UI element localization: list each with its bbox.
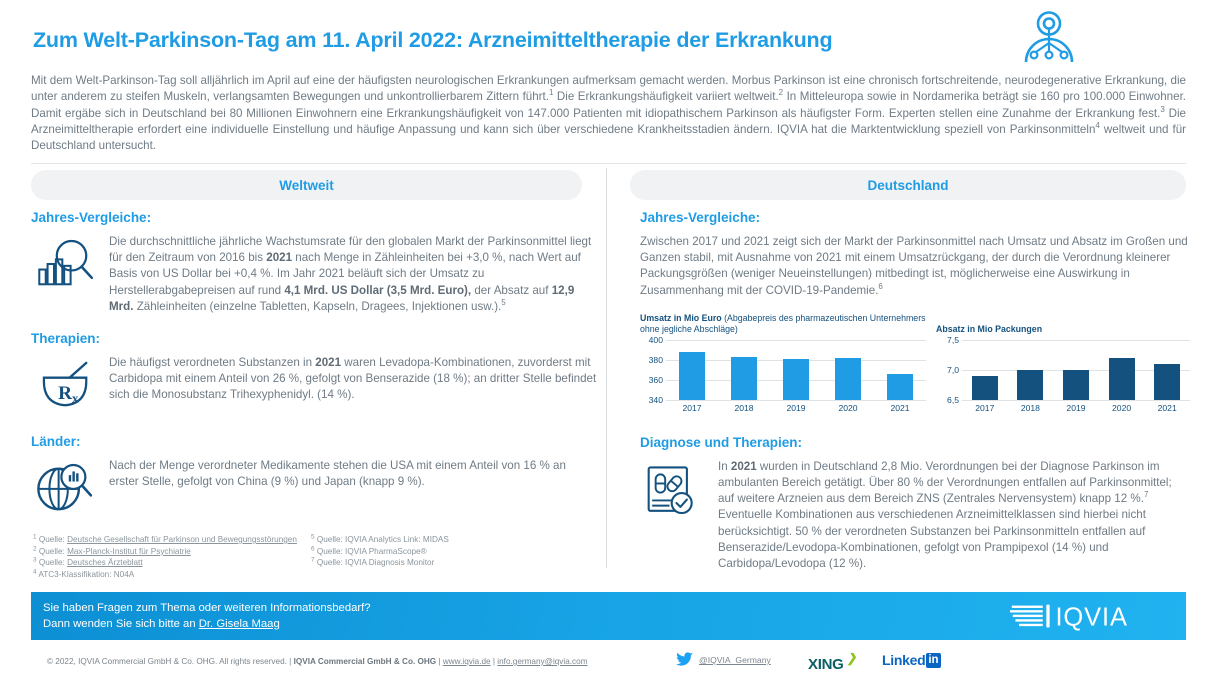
source-prefix: Quelle: IQVIA PharmaScope®	[316, 546, 427, 556]
chart-title-rest: (Abgabepreis des pharmazeutischen Unternehmers ohne jegliche Abschläge)	[640, 312, 926, 335]
bar-2021	[887, 374, 913, 400]
intro-paragraph: Mit dem Welt-Parkinson-Tag soll alljährlich im April auf eine der häufigsten neurologischen Erkrankungen aufmerksam gemacht werden. Morbus Parkinson ist eine chronisch fortschreitende, neurodegenerative Erkrankung, die unter anderem zu steifen Muskeln, verlangsamten Bewegungen und unkontrollierbarem Zittern führt.$^1$ Die Erkrankungshäufigkeit variiert weltweit.$^2$ In Mitteleuropa sowie in Nordamerika beträgt sie 160 pro 100.000 Einwohner. Damit ergäbe sich in Deutschland bei 80 Millionen Einwohnern eine Erkrankungshäufigkeit von 147.000 Patienten mit idiopathischem Parkinson als häufigster Form. Experten stellen eine Zunahme der Erkrankung fest.$^3$ Die Arzneimitteltherapie erfordert eine individuelle Einstellung und häufige Anpassung und kann sich über verschiedene Krankheitsstadien ändern. IQVIA hat die Marktentwicklung speziell von Parkinsonmitteln$^4$ weltweit und für Deutschland untersucht.	[31, 74, 1187, 153]
x-tick: 2018	[734, 402, 754, 413]
y-tick: 360	[648, 374, 663, 385]
section-heading: Therapien:	[31, 331, 101, 347]
footnote-number: 6	[311, 544, 315, 552]
linkedin-icon[interactable]: in	[928, 653, 939, 666]
section-text-body: Die häufigst verordneten Substanzen in 2021 waren Levadopa-Kombinationen, zuvorderst mit Carbidopa mit einem Anteil von 26 %, gefolgt von Benserazide (18 %); an dritter Stelle befindet sich die Monosubstanz Trihexyphenidyl. (14 %).	[109, 356, 597, 402]
sources-col-left	[33, 534, 311, 580]
y-tick: 6,5	[947, 394, 959, 405]
bar-2017	[679, 352, 705, 400]
prescription-pills-check-icon	[640, 459, 718, 524]
y-tick: 400	[648, 334, 663, 345]
bars-absatz	[962, 340, 1190, 400]
block-diagnose-therapien	[640, 435, 1190, 572]
section-pill-weltweit	[31, 170, 582, 200]
gridline	[962, 400, 1190, 401]
twitter-icon	[676, 652, 694, 668]
chart-plot-absatz	[936, 334, 1190, 418]
bar-2020	[1109, 358, 1135, 400]
section-text	[718, 459, 1190, 572]
x-tick: 2017	[975, 402, 995, 413]
globe-magnifier-icon	[31, 458, 109, 521]
footnote-number: 1	[33, 533, 37, 541]
linkedin-link[interactable]	[882, 652, 941, 668]
separator: |	[436, 657, 443, 666]
x-axis-umsatz	[666, 403, 926, 413]
y-tick: 340	[648, 394, 663, 405]
xing-link[interactable]	[808, 652, 861, 676]
y-tick: 380	[648, 354, 663, 365]
section-text	[109, 355, 597, 404]
bar-chart-magnifier-icon	[31, 234, 109, 297]
section-heading: Diagnose und Therapien:	[640, 434, 803, 450]
x-axis-absatz	[962, 403, 1190, 413]
source-item	[33, 546, 311, 558]
section-text-body: In 2021 wurden in Deutschland 2,8 Mio. Verordnungen bei der Diagnose Parkinson im ambulanten Bereich getätigt. Über 80 % der Verordnungen entfallen auf Parkinsonmittel; auf weitere Arzneien aus dem Bereich ZNS (Zentrales Nervensystem) knapp 12 %.$^7$ Eventuelle Kombinationen aus verschiedenen Arzneimittelklassen sind hierbei nicht berücksichtigt. 50 % der verordneten Substanzen bei Parkinsonmitteln entfallen auf Benserazide/Levodopa-Kombinationen, gefolgt von Prampipexol (14 %) und Carbidopa/Levodopa (12 %).	[718, 459, 1172, 571]
bars-umsatz	[666, 340, 926, 400]
footnote-number: 5	[311, 533, 315, 541]
block-jahres-vergleiche-global	[31, 210, 597, 315]
bar-2018	[731, 357, 757, 400]
contact-question	[43, 600, 371, 632]
bar-2019	[783, 359, 809, 400]
svg-text:R: R	[58, 382, 73, 404]
gridline	[666, 400, 926, 401]
source-item	[311, 534, 589, 546]
pill-label-weltweit: Weltweit	[279, 177, 334, 193]
section-heading: Länder:	[31, 434, 81, 450]
source-prefix: Quelle:	[38, 535, 68, 544]
source-link[interactable]: Max-Planck-Institut für Psychiatrie	[67, 546, 191, 556]
chart-plot-umsatz	[640, 334, 926, 418]
source-item	[311, 546, 589, 558]
x-tick: 2020	[1112, 402, 1132, 413]
block-laender-global	[31, 434, 597, 521]
footnote-number: 4	[33, 568, 37, 576]
page-title: Zum Welt-Parkinson-Tag am 11. April 2022: Arzneimitteltherapie der Erkrankung	[33, 28, 833, 52]
twitter-handle[interactable]: @IQVIA_Germany	[699, 655, 771, 665]
header-divider	[31, 163, 1186, 164]
footnote-number: 3	[33, 556, 37, 564]
chart-title-bold: Absatz in Mio Packungen	[936, 324, 1043, 335]
block-jahres-vergleiche-de	[640, 210, 1190, 299]
page-header	[0, 0, 1215, 62]
section-heading: Jahres-Vergleiche:	[31, 210, 152, 225]
company-name: IQVIA Commercial GmbH & Co. OHG	[293, 657, 437, 666]
xing-icon	[845, 652, 861, 668]
bar-2019	[1063, 370, 1089, 400]
bar-2017	[972, 376, 998, 400]
pill-label-deutschland: Deutschland	[867, 177, 949, 193]
source-prefix: ATC3-Klassifikation: N04A	[38, 569, 135, 579]
chart-title-umsatz	[640, 313, 926, 336]
y-axis-umsatz	[640, 334, 666, 405]
footnote-number: 7	[311, 556, 315, 564]
chart-absatz	[936, 313, 1190, 418]
copyright-line: © 2022, IQVIA Commercial GmbH & Co. OHG. All rights reserved. |	[47, 657, 294, 666]
legal-bar	[0, 648, 1215, 683]
source-prefix: Quelle:	[38, 558, 68, 568]
y-tick: 7,0	[947, 364, 959, 375]
source-prefix: Quelle: IQVIA Analytics Link: MIDAS	[316, 535, 449, 544]
svg-text:IQVIA: IQVIA	[1055, 603, 1128, 632]
contact-footer-bar	[31, 592, 1186, 640]
xing-label[interactable]: XING	[808, 655, 844, 673]
sources-footnotes	[33, 534, 589, 580]
column-deutschland	[640, 210, 1190, 572]
source-item	[33, 569, 311, 581]
copyright-text	[47, 657, 588, 666]
section-text-body: Zwischen 2017 und 2021 zeigt sich der Markt der Parkinsonmittel nach Umsatz und Absatz im Großen und Ganzen stabil, mit Ausnahme von 2021 mit einem Umsatzrückgang, der durch die Verordnung kleinerer Packungsgrößen (weniger Neueinstellungen) mitbedingt ist, möglicherweise eine Auswirkung in Zusammenhang mit der COVID-19-Pandemie.$^6$	[640, 235, 1188, 297]
footnote-number: 2	[33, 544, 37, 552]
parkinson-patient-network-icon	[1018, 10, 1080, 66]
section-text	[109, 234, 597, 315]
x-tick: 2020	[838, 402, 858, 413]
source-link[interactable]: Deutsches Ärzteblatt	[67, 558, 143, 568]
chart-title-absatz	[936, 313, 1190, 336]
source-prefix: Quelle:	[38, 546, 68, 556]
x-tick: 2021	[890, 402, 910, 413]
section-pill-deutschland	[630, 170, 1186, 200]
sources-col-right	[311, 534, 589, 580]
mortar-pestle-rx-icon	[31, 355, 109, 418]
twitter-link[interactable]	[676, 652, 771, 668]
column-weltweit	[31, 210, 597, 537]
svg-text:x: x	[71, 391, 79, 406]
bar-2018	[1017, 370, 1043, 400]
contact-prefix: Dann wenden Sie sich bitte an	[43, 618, 199, 630]
source-item	[311, 557, 589, 569]
x-tick: 2021	[1157, 402, 1177, 413]
chart-umsatz	[640, 313, 926, 418]
y-tick: 7,5	[947, 334, 959, 345]
block-therapien-global	[31, 331, 597, 418]
website-link[interactable]: www.iqvia.de	[442, 657, 491, 666]
column-divider	[606, 168, 607, 568]
source-item	[33, 534, 311, 546]
bar-2020	[835, 358, 861, 400]
x-tick: 2017	[682, 402, 702, 413]
section-text-body: Die durchschnittliche jährliche Wachstumsrate für den globalen Markt der Parkinsonmittel liegt für den Zeitraum von 2016 bis 2021 nach Menge in Zähleinheiten bei +3,0 %, nach Wert auf Basis von US Dollar bei +0,4 %. Im Jahr 2021 beläuft sich der Umsatz zu Herstellerabgabepreisen auf rund 4,1 Mrd. US Dollar (3,5 Mrd. Euro), der Absatz auf 12,9 Mrd. Zähleinheiten (einzelne Tabletten, Kapseln, Dragees, Injektionen usw.).$^5$	[109, 235, 592, 313]
separator: |	[490, 657, 498, 666]
charts-row	[640, 313, 1190, 421]
source-item	[33, 557, 311, 569]
x-tick: 2019	[786, 402, 806, 413]
chart-title-bold: Umsatz in Mio Euro	[640, 312, 722, 323]
x-tick: 2019	[1066, 402, 1086, 413]
linkedin-label[interactable]: Linked	[882, 652, 926, 668]
bar-2021	[1154, 364, 1180, 400]
email-link[interactable]: info.germany@iqvia.com	[497, 657, 588, 666]
source-prefix: Quelle: IQVIA Diagnosis Monitor	[316, 558, 435, 568]
section-heading: Jahres-Vergleiche:	[640, 210, 761, 225]
section-text-body: Nach der Menge verordneter Medikamente stehen die USA mit einem Anteil von 16 % an erster Stelle, gefolgt von China (9 %) und Japan (knapp 9 %).	[109, 459, 566, 489]
iqvia-logo	[1010, 600, 1170, 632]
contact-question-line1: Sie haben Fragen zum Thema oder weiteren Informationsbedarf?	[43, 602, 371, 614]
contact-question-line2	[43, 616, 371, 632]
source-link[interactable]: Deutsche Gesellschaft für Parkinson und Bewegungsstörungen	[67, 535, 297, 544]
section-text	[109, 458, 597, 490]
y-axis-absatz	[936, 334, 962, 405]
contact-person-link[interactable]: Dr. Gisela Maag	[198, 618, 280, 630]
x-tick: 2018	[1020, 402, 1040, 413]
